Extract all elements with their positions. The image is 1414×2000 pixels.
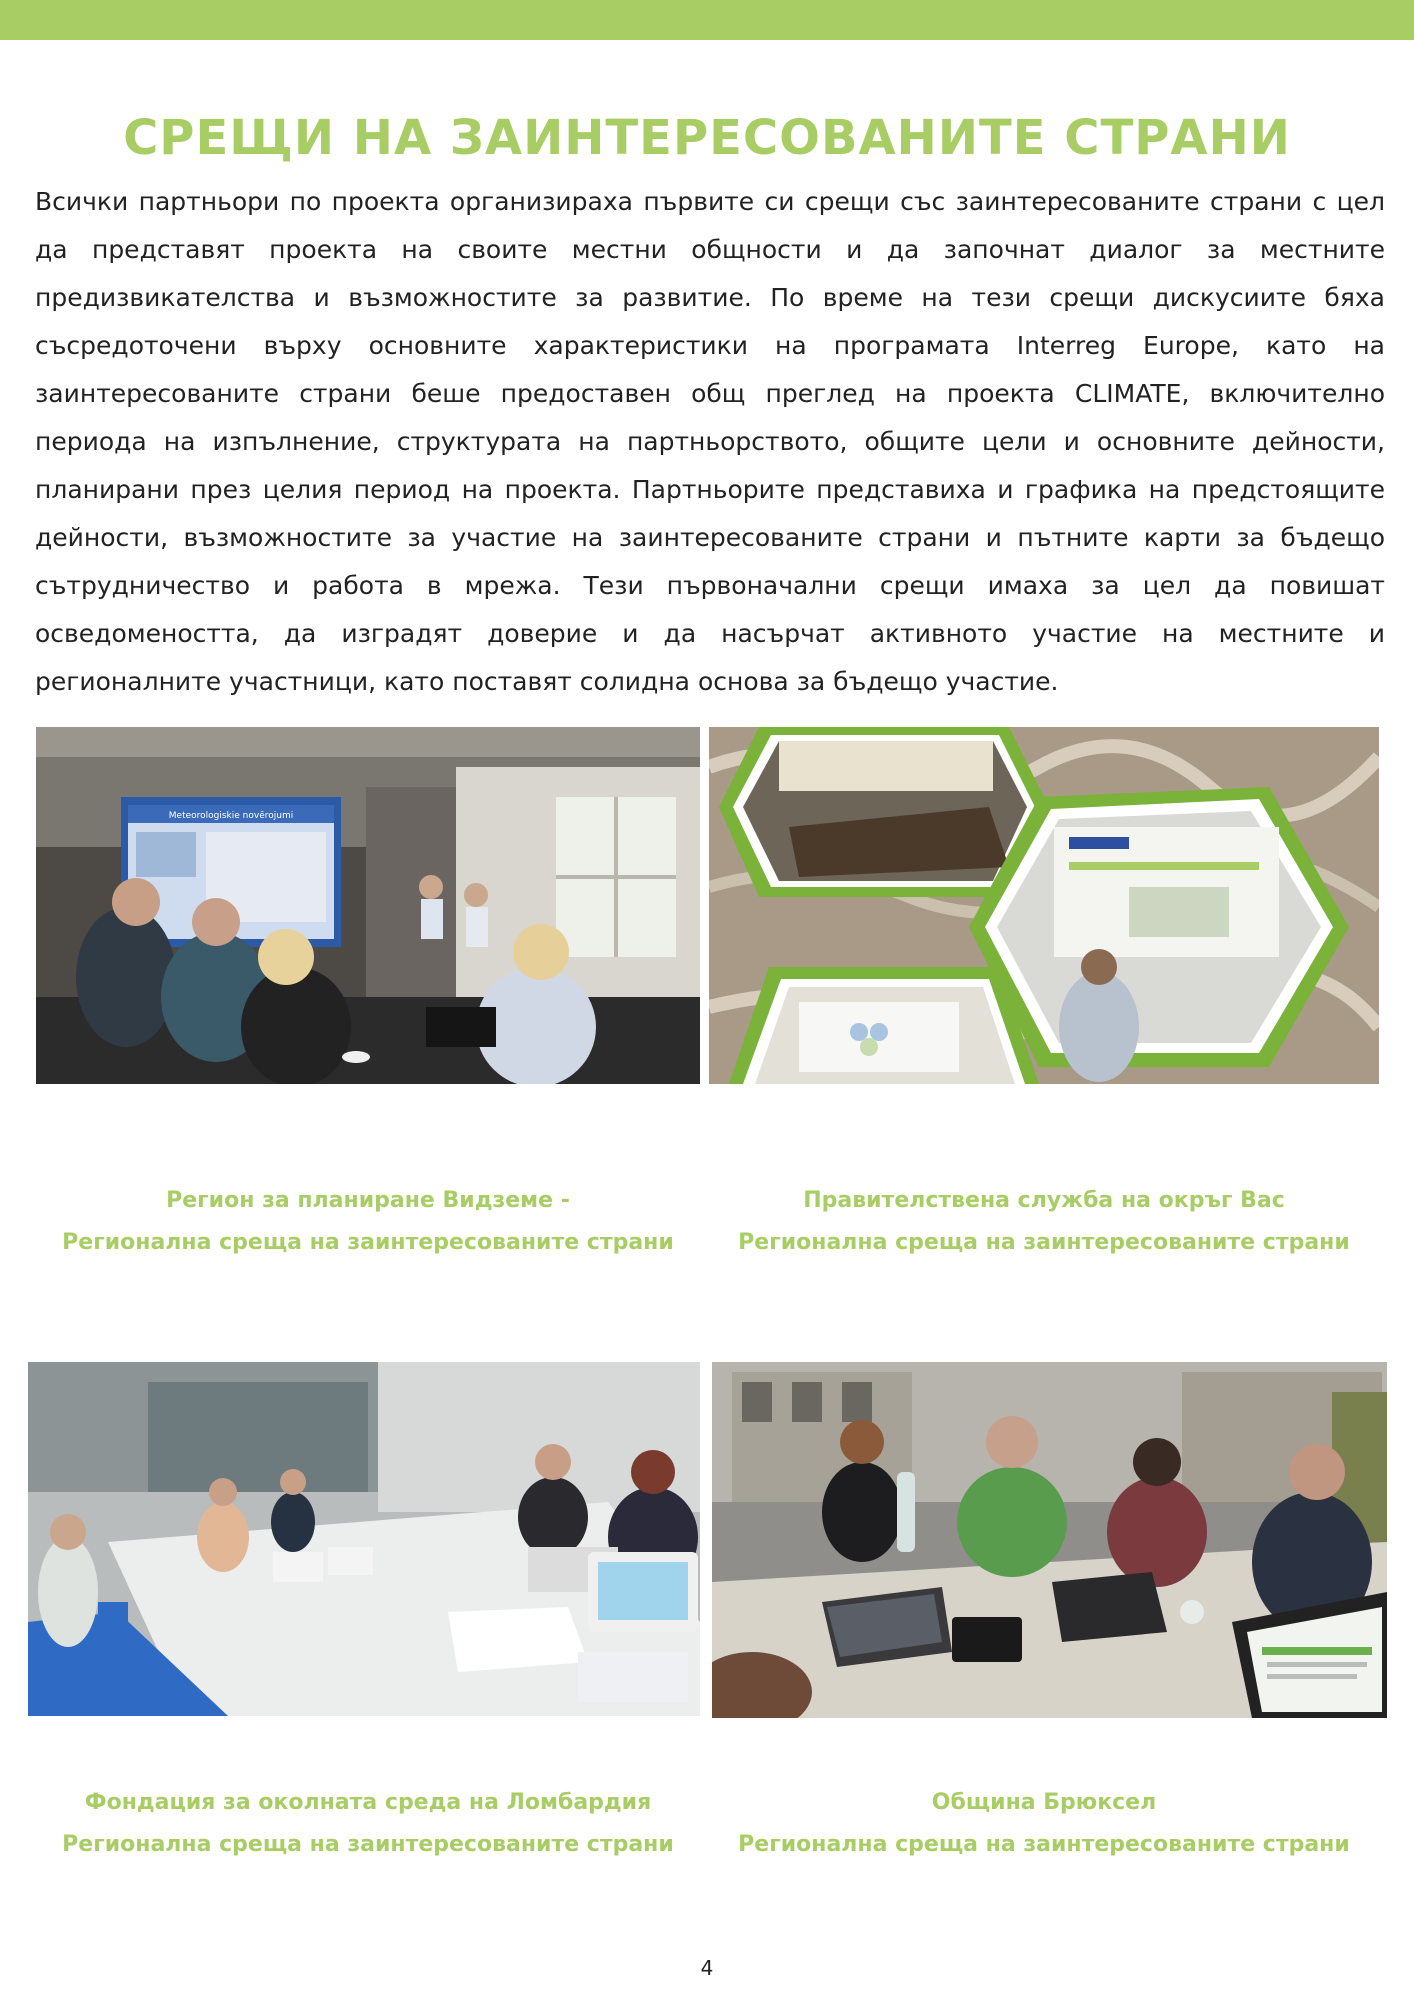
- caption-brussels: [709, 1782, 1379, 1866]
- body-paragraph: Всички партньори по проекта организираха първите си срещи със заинтересованите страни с цел да представят проекта на своите местни общности и да започнат диалог за местните предизвикателства и възможностите за развитие. По време на тези срещи дискусиите бяха съсредоточени върху основните характеристики на програмата Interreg Europe, като на заинтересованите страни беше предоставен общ преглед на проекта CLIMATE, включително периода на изпълнение, структурата на партньорството, общите цели и основните дейности, планирани през целия период на проекта. Партньорите представиха и графика на предстоящите дейности, възможностите за участие на заинтересованите страни и пътните карти за бъдещо сътрудничество и работа в мрежа. Тези първоначални срещи имаха за цел да повишат осведомеността, да изградят доверие и да насърчат активното участие на местните и регионалните участници, като поставят солидна основа за бъдещо участие.: [35, 187, 1385, 696]
- caption-vas-line2: Регионална среща на заинтересованите страни: [738, 1230, 1350, 1255]
- photo-lombardy-meeting: [28, 1362, 700, 1716]
- caption-brussels-line2: Регионална среща на заинтересованите страни: [738, 1832, 1350, 1857]
- caption-vas-line1: Правителствена служба на окръг Вас: [803, 1188, 1285, 1213]
- caption-vidzeme-line2: Регионална среща на заинтересованите страни: [62, 1230, 674, 1255]
- page-number: 4: [700, 1956, 714, 1980]
- top-accent-band: [0, 0, 1414, 40]
- page-title: СРЕЩИ НА ЗАИНТЕРЕСОВАНИТЕ СТРАНИ: [123, 110, 1291, 166]
- caption-lombardy: [36, 1782, 700, 1866]
- photo-brussels-meeting: [712, 1362, 1387, 1718]
- caption-vidzeme-line1: Регион за планиране Видземе -: [166, 1188, 570, 1213]
- caption-lombardy-line1: Фондация за околната среда на Ломбардия: [84, 1790, 652, 1815]
- projector-slide-title: Meteorologiskie novērojumi: [168, 811, 294, 821]
- caption-brussels-line1: Община Брюксел: [931, 1790, 1157, 1815]
- caption-lombardy-line2: Регионална среща на заинтересованите страни: [62, 1832, 674, 1857]
- photo-vidzeme-meeting: [36, 727, 700, 1084]
- caption-vas: [709, 1180, 1379, 1264]
- caption-vidzeme: [36, 1180, 700, 1264]
- photo-vas-collage: [709, 727, 1379, 1084]
